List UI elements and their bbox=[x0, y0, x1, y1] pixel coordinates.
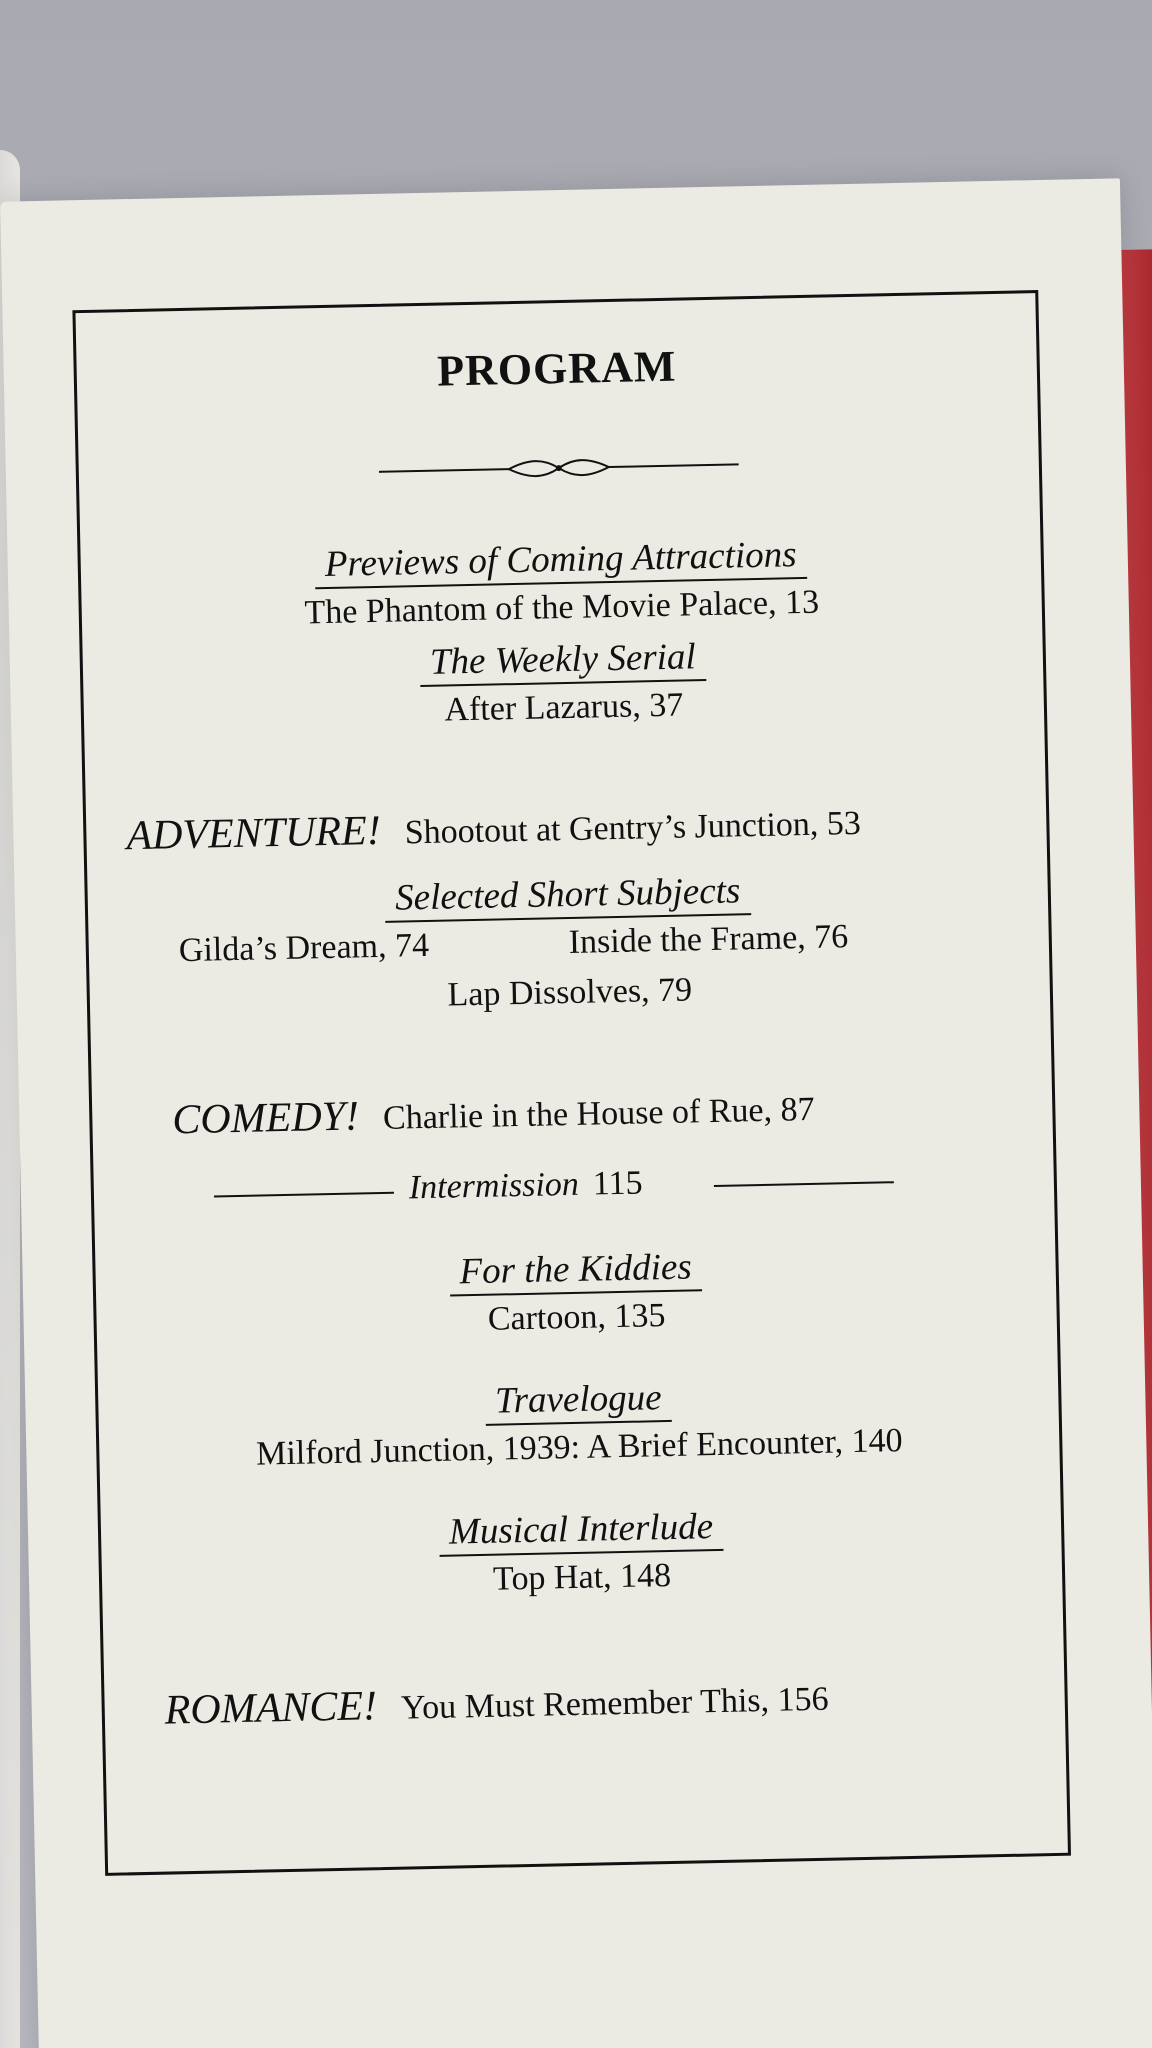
romance-genre: ROMANCE! bbox=[164, 1683, 378, 1734]
musical-entry: Top Hat, 148 bbox=[492, 1556, 672, 1598]
travelogue-heading: Travelogue bbox=[485, 1376, 672, 1426]
shorts-entry-3: Lap Dissolves, 79 bbox=[447, 971, 693, 1014]
previews-entry: The Phantom of the Movie Palace, 13 bbox=[304, 583, 820, 632]
adventure-entry: Shootout at Gentry’s Junction, 53 bbox=[404, 804, 862, 852]
romance-line bbox=[164, 1673, 829, 1735]
shorts-section bbox=[87, 863, 1048, 929]
intermission-label: Intermission bbox=[408, 1165, 580, 1207]
comedy-line bbox=[172, 1083, 815, 1144]
kiddies-heading: For the Kiddies bbox=[449, 1245, 702, 1296]
intermission-rule-right bbox=[714, 1181, 894, 1187]
intermission-page: 115 bbox=[592, 1164, 643, 1203]
adventure-line bbox=[126, 797, 861, 860]
comedy-entry: Charlie in the House of Rue, 87 bbox=[382, 1090, 815, 1137]
kiddies-entry: Cartoon, 135 bbox=[487, 1297, 666, 1338]
adventure-genre: ADVENTURE! bbox=[125, 807, 382, 860]
shorts-heading: Selected Short Subjects bbox=[385, 869, 751, 923]
musical-heading: Musical Interlude bbox=[439, 1505, 724, 1557]
serial-heading: The Weekly Serial bbox=[420, 635, 707, 687]
shorts-entry-1: Gilda’s Dream, 74 bbox=[178, 926, 430, 970]
previews-heading: Previews of Coming Attractions bbox=[314, 533, 807, 589]
romance-entry: You Must Remember This, 156 bbox=[400, 1680, 829, 1727]
page-title: PROGRAM bbox=[436, 341, 677, 396]
shorts-entry-2: Inside the Frame, 76 bbox=[568, 918, 849, 961]
intermission-rule-left bbox=[214, 1192, 394, 1198]
intermission-line bbox=[408, 1163, 643, 1208]
program-border-frame bbox=[72, 290, 1071, 1876]
ornament-divider-icon bbox=[379, 449, 740, 487]
travelogue-entry: Milford Junction, 1939: A Brief Encounter, 140 bbox=[255, 1422, 903, 1473]
comedy-genre: COMEDY! bbox=[171, 1093, 360, 1144]
serial-entry: After Lazarus, 37 bbox=[444, 686, 684, 729]
book-page bbox=[0, 178, 1152, 2048]
